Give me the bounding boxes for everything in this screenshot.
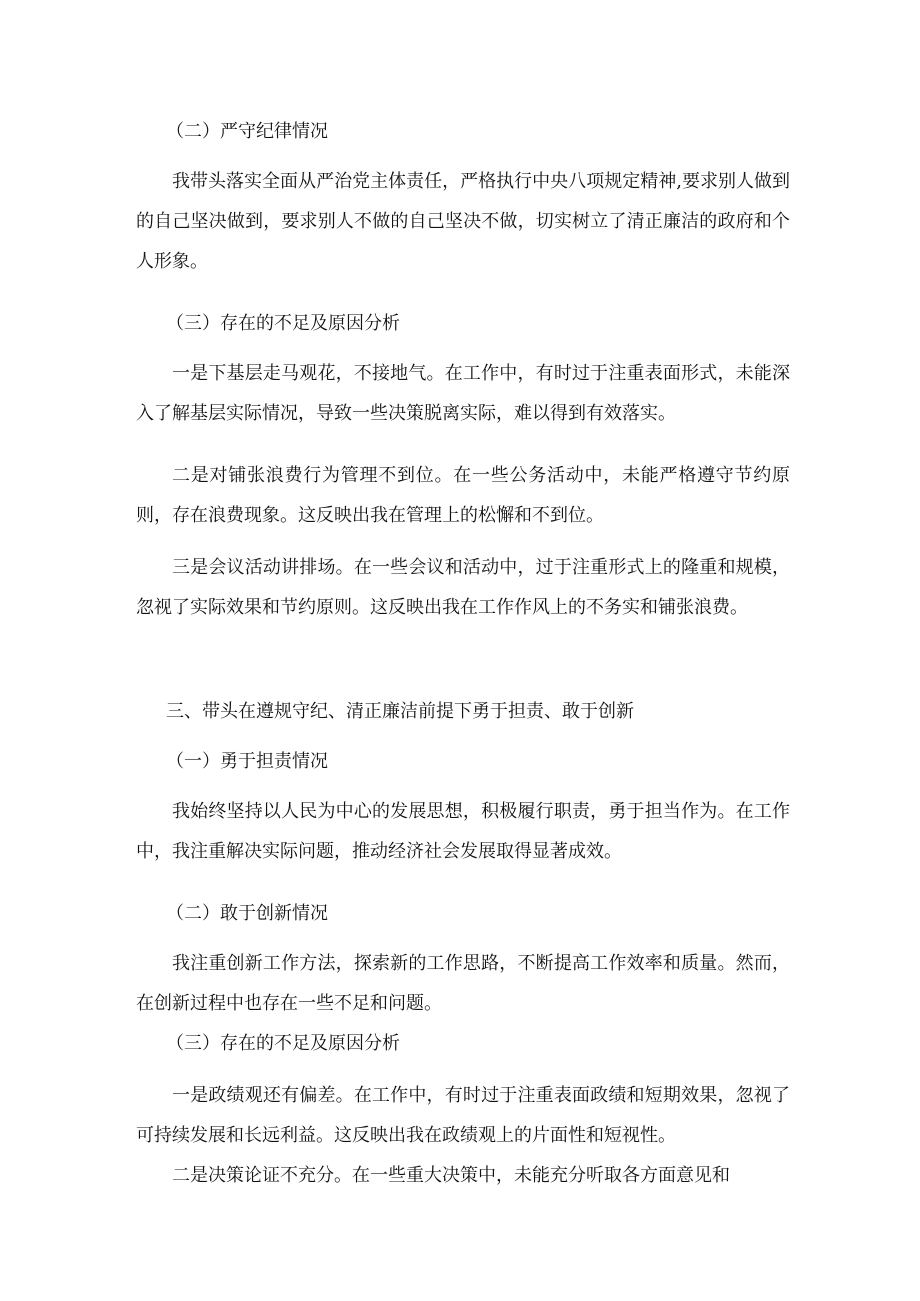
paragraph-responsibility: 我始终坚持以人民为中心的发展思想，积极履行职责，勇于担当作为。在工作中，我注重解决实际问题，推动经济社会发展取得显著成效。	[136, 801, 790, 862]
heading-shortcomings-1: （三）存在的不足及原因分析	[166, 313, 400, 334]
heading-shortcomings-2: （三）存在的不足及原因分析	[166, 1033, 400, 1054]
heading-responsibility: （一）勇于担责情况	[166, 751, 328, 772]
heading-discipline: （二）严守纪律情况	[166, 121, 328, 142]
heading-section-3: 三、带头在遵规守纪、清正廉洁前提下勇于担责、敢于创新	[166, 701, 634, 722]
heading-innovation: （二）敢于创新情况	[166, 903, 328, 924]
paragraph-shortcoming-2-1: 一是政绩观还有偏差。在工作中，有时过于注重表面政绩和短期效果，忽视了可持续发展和长远利益。这反映出我在政绩观上的片面性和短视性。	[136, 1085, 790, 1146]
paragraph-shortcoming-1-2: 二是对铺张浪费行为管理不到位。在一些公务活动中，未能严格遵守节约原则，存在浪费现象。这反映出我在管理上的松懈和不到位。	[136, 465, 790, 526]
paragraph-shortcoming-2-2: 二是决策论证不充分。在一些重大决策中，未能充分听取各方面意见和	[172, 1165, 730, 1186]
paragraph-discipline: 我带头落实全面从严治党主体责任，严格执行中央八项规定精神,要求别人做到的自己坚决做到，要求别人不做的自己坚决不做，切实树立了清正廉洁的政府和个人形象。	[136, 171, 790, 272]
paragraph-innovation: 我注重创新工作方法，探索新的工作思路，不断提高工作效率和质量。然而，在创新过程中也存在一些不足和问题。	[136, 953, 790, 1014]
paragraph-shortcoming-1-1: 一是下基层走马观花，不接地气。在工作中，有时过于注重表面形式，未能深入了解基层实际情况，导致一些决策脱离实际，难以得到有效落实。	[136, 363, 790, 424]
paragraph-shortcoming-1-3: 三是会议活动讲排场。在一些会议和活动中，过于注重形式上的隆重和规模，忽视了实际效果和节约原则。这反映出我在工作作风上的不务实和铺张浪费。	[136, 557, 790, 618]
